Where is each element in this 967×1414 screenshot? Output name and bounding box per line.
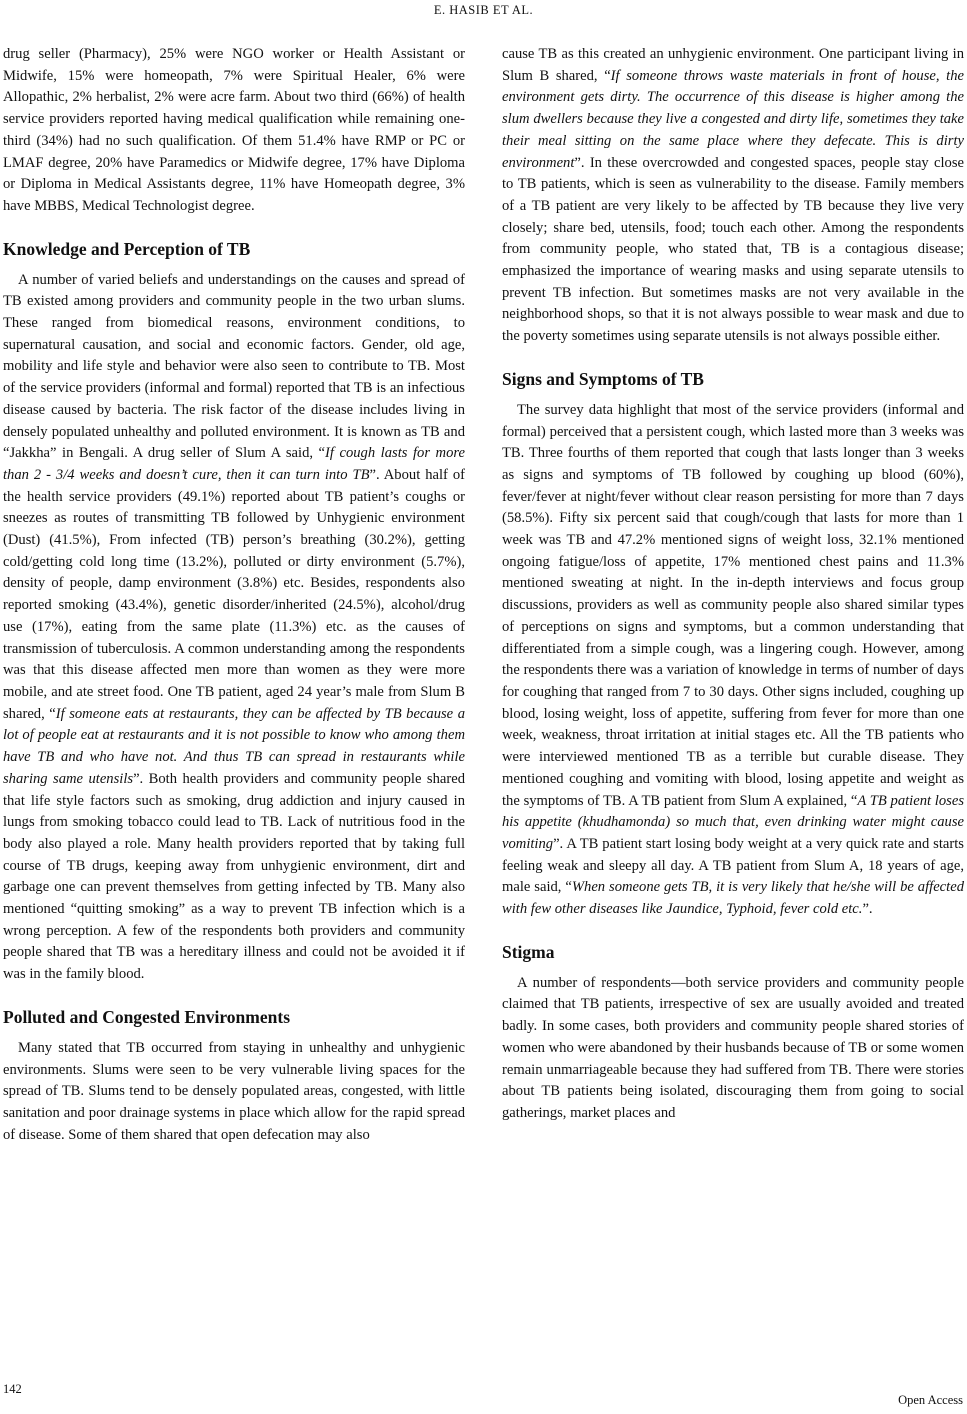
paragraph-signs bbox=[502, 400, 964, 921]
page-number: 142 bbox=[3, 1382, 22, 1396]
paragraph-polluted: Many stated that TB occurred from staying in unhealthy and unhygienic environments. Slums were seen to be very vulnerable living spaces for the spread of TB. Slums tend to be densely populated areas, congested, with little sanitation and poor drainage systems in place which allow for the rapid spread of disease. Some of them shared that open defecation may also bbox=[3, 1039, 465, 1143]
section-heading-signs: Signs and Symptoms of TB bbox=[502, 368, 704, 389]
paragraph-stigma: A number of respondents—both service providers and community people claimed that TB patients, irrespective of sex are usually avoided and treated badly. In some cases, both providers and community people shared stories of women who were abandoned by their husbands because of TB or some women remain unmarriageable because they had suffered from TB. There were stories about TB patients being isolated, discouraging them from going to social gatherings, market places and bbox=[502, 974, 964, 1121]
signs-text-1: The survey data highlight that most of the service providers (informal and formal) perceived that a persistent cough, which lasted more than 3 weeks was TB. Three fourths of them reported that cough that lasts longer than 3 weeks as signs and symptoms of TB followed by coughing up blood (60%), fever/fever at night/fever without clear reason persisting for more than 7 days (58.5%). Fifty six percent said that cough/cough that lasts for more than 1 week was TB and 47.2% mentioned signs of weight loss, 32.1% mentioned ongoing fatigue/loss of appetite, 17% mentioned chest pains and 11.3% mentioned sweating at night. In the in-depth interviews and focus group discussions, providers as well as community people also shared similar types of perceptions on signs and symptoms, but a common understanding that differentiated from a simple cough, was a lingering cough. However, among the respondents there was a variation of knowledge in terms of number of days for coughing that ranged from 7 to 30 days. Other signs included, coughing up blood, losing weight, loss of appetite, suffering from fever for more than one week, weakness, throat irritation at initial stages etc. All the TB patients who were interviewed mentioned TB as a terrible but curable disease. They mentioned coughing and vomiting with blood, losing appetite and weight as the symptoms of TB. A TB patient from Slum A explained, “ bbox=[502, 401, 964, 809]
knowledge-text-1: A number of varied beliefs and understandings on the causes and spread of TB existed among providers and community people in the two urban slums. These ranged from biomedical reasons, environment conditions, to supernatural causation, and social and economic factors. Gender, old age, mobility and life style and behavior were also seen to contribute to TB. Most of the service providers (informal and formal) reported that TB is an infectious disease caused by bacteria. The risk factor of the disease includes living in densely populated unhealthy and polluted environment. It is known as TB and “Jakkha” in Bengali. A drug seller of Slum A said, “ bbox=[3, 271, 465, 462]
quote-appetite-a: A TB patient loses his appetite ( bbox=[502, 792, 964, 831]
knowledge-text-3: ”. Both health providers and community people shared that life style factors such as smoking, drug addiction and injury caused in lungs from smoking tobacco could lead to TB. Lack of nutritious food in the body also played a role. Many health providers reported that by taking full course of TB drugs, keeping away from unhygienic environment, dirt and garbage one can prevent themselves from getting infected by TB. Many also mentioned “quitting smoking” as a way to prevent TB infection which is a wrong perception. A few of the respondents both providers and community people shared that TB was a hereditary illness and could not be avoided it if was in the family blood. bbox=[3, 770, 465, 983]
section-heading-knowledge: Knowledge and Perception of TB bbox=[3, 238, 251, 259]
quote-waste: If someone throws waste materials in front of house, the environment gets dirty. The occurrence of this disease is higher among the slum dwellers because they live a congested and dirty life, sometimes they take their meal sitting on the same place where they defecate. This is dirty environment bbox=[502, 67, 964, 171]
paragraph-environment-continued bbox=[502, 44, 964, 348]
quote-appetite-b: ) so much that, even drinking water might cause vomiting bbox=[502, 814, 964, 852]
section-heading-stigma: Stigma bbox=[502, 941, 555, 962]
signs-text-3: ”. bbox=[862, 901, 873, 918]
section-heading-polluted: Polluted and Congested Environments bbox=[3, 1006, 291, 1027]
environment-text-1: cause TB as this created an unhygienic environment. One participant living in Slum B shared, “ bbox=[502, 46, 964, 84]
quote-restaurants: If someone eats at restaurants, they can be affected by TB because a lot of people eat at restaurants and it is not possible to know who among them have TB and who have not. And thus TB can spread in restaurants while sharing same utensils bbox=[3, 705, 465, 787]
quote-drug-seller: If cough lasts for more than 2 - 3/4 weeks and doesn’t cure, then it can turn into TB bbox=[3, 445, 465, 483]
paragraph-knowledge bbox=[3, 270, 465, 986]
quote-jaundice: When someone gets TB, it is very likely that he/she will be affected with few other diseases like Jaundice, Typhoid, fever cold etc. bbox=[502, 879, 964, 918]
knowledge-text-2: ”. About half of the health service providers (49.1%) reported about TB patient’s coughs or sneezes as routes of transmitting TB followed by Unhygienic environment (Dust) (41.5%), From infected (TB) person’s breathing (30.2%), getting cold/getting cold long time (13.2%), polluted or dirty environment (5.7%), density of people, damp environment (3.8%) etc. Besides, respondents also reported smoking (43.4%), genetic disorder/inherited (24.5%), alcohol/drug use (17%), eating from the same plate (11.3%) etc. as the causes of transmission of tuberculosis. A common understanding among the respondents was that this disease affected men more than women as they were more mobile, and ate street food. One TB patient, aged 24 year’s male from Slum B shared, “ bbox=[3, 466, 465, 722]
paragraph-provider-qualifications: drug seller (Pharmacy), 25% were NGO worker or Health Assistant or Midwife, 15% were homeopath, 7% were Spiritual Healer, 6% were Allopathic, 2% herbalist, 2% were acre farm. About two third (66%) of health service providers reported having medical qualification while remaining one-third (34%) had no such qualification. Of them 51.4% have RMP or PC or LMAF degree, 20% have Paramedics or Midwife degree, 17% have Diploma or Diploma in Medical Assistants degree, 11% have Homeopath degree, 3% have MBBS, Medical Technologist degree. bbox=[3, 46, 465, 214]
footer-open-access: Open Access bbox=[898, 1393, 963, 1407]
right-column bbox=[502, 44, 964, 1125]
running-head: E. HASIB ET AL. bbox=[433, 3, 534, 17]
signs-text-2: ”. A TB patient start losing body weight at a very quick rate and starts feeling weak and sleepy all day. A TB patient from Slum A, 18 years of age, male said, “ bbox=[502, 835, 964, 896]
environment-text-2: ”. In these overcrowded and congested spaces, people stay close to TB patients, which is seen as vulnerability to the disease. Family members of a TB patient are very likely to be affected by TB because they live very closely; share bed, utensils, food; touch each other. Among the respondents from community people, who stated that, TB is a contagious disease; emphasized the importance of wearing masks and using separate utensils to prevent TB infection. But sometimes masks are not very available in the neighborhood shops, so that it is not always possible to wear mask and due to the poverty sometimes using separate utensils is not always possible either. bbox=[502, 154, 964, 345]
left-column bbox=[3, 44, 465, 1146]
quote-appetite-term: khudhamonda bbox=[582, 814, 666, 831]
